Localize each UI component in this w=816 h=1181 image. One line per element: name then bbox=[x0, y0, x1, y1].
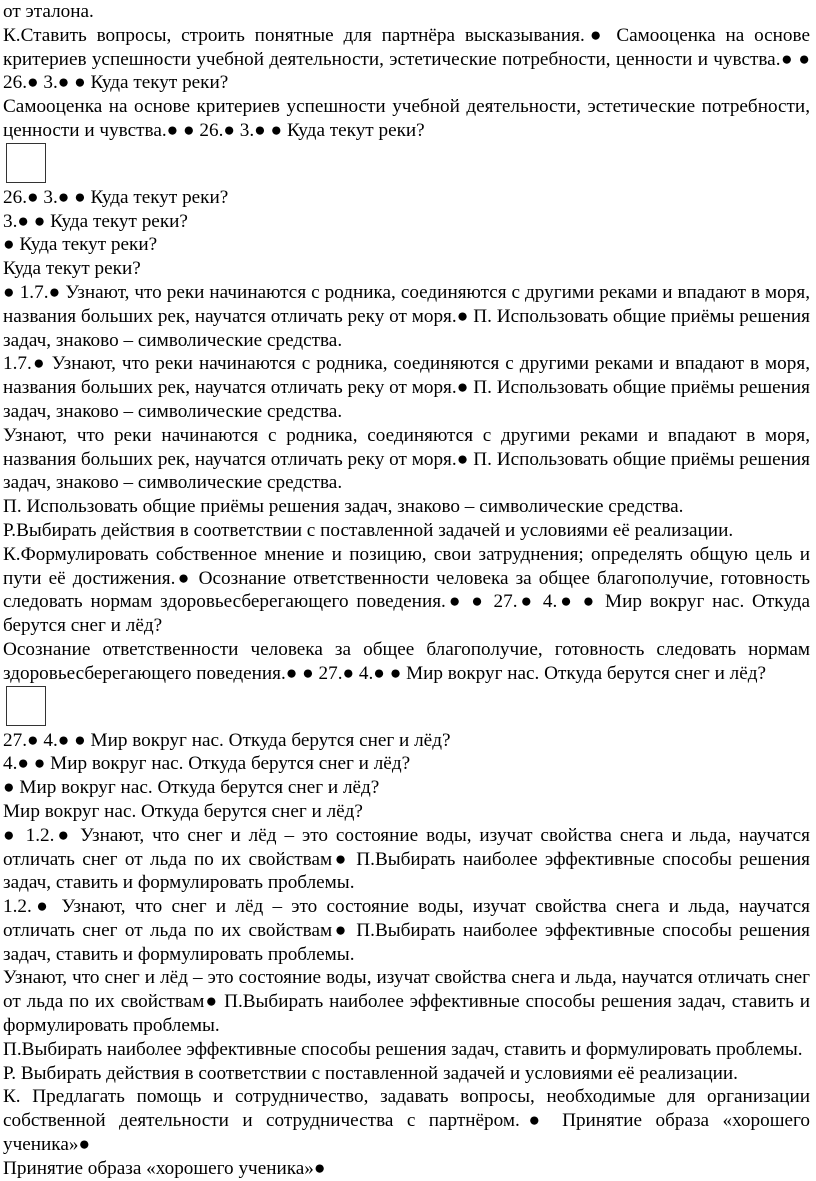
paragraph-11: Узнают, что реки начинаются с родника, соединяются с другими реками и впадают в моря, названия больших рек, научатся отличать реку от моря.● П. Использовать общие приёмы решения задач, знаково – символические средства. bbox=[3, 424, 810, 494]
paragraph-12: П. Использовать общие приёмы решения задач, знаково – символические средства. bbox=[3, 496, 684, 518]
paragraph-22: 1.2.● Узнают, что снег и лёд – это состояние воды, изучат свойства снега и льда, научатся отличать снег от льда по их свойствам● П.Выбирать наиболее эффективные способы решения задач, ставить и формулировать проблемы. bbox=[3, 896, 810, 965]
paragraph-14: К.Формулировать собственное мнение и позицию, свои затруднения; определять общую цель и пути её достижения.● Осознание ответственности человека за общее благополучие, готовность следовать нормам здоровьесберегающего поведения.● ● 27.● 4.● ● Мир вокруг нас. Откуда берутся снег и лёд? bbox=[3, 543, 810, 637]
paragraph-24: П.Выбирать наиболее эффективные способы решения задач, ставить и формулировать проблемы. bbox=[3, 1038, 803, 1060]
paragraph-20: Мир вокруг нас. Откуда берутся снег и лёд? bbox=[3, 800, 363, 822]
paragraph-8: Куда текут реки? bbox=[3, 258, 141, 280]
paragraph-17: 27.● 4.● ● Мир вокруг нас. Откуда берутся снег и лёд? bbox=[3, 729, 451, 751]
empty-image-box bbox=[6, 686, 46, 726]
paragraph-27: Принятие образа «хорошего ученика»● bbox=[3, 1157, 326, 1179]
paragraph-2: К.Ставить вопросы, строить понятные для партнёра высказывания.● Самооценка на основе критериев успешности учебной деятельности, эстетические потребности, ценности и чувства.● ● 26.● 3.● ● Куда текут реки? bbox=[3, 24, 810, 94]
paragraph-15: Осознание ответственности человека за общее благополучие, готовность следовать нормам здоровьесберегающего поведения.● ● 27.● 4.● ● Мир вокруг нас. Откуда берутся снег и лёд? bbox=[3, 638, 810, 684]
paragraph-3: Самооценка на основе критериев успешности учебной деятельности, эстетические потребности, ценности и чувства.● ● 26.● 3.● ● Куда текут реки? bbox=[3, 96, 810, 141]
paragraph-18: 4.● ● Мир вокруг нас. Откуда берутся снег и лёд? bbox=[3, 753, 411, 775]
paragraph-9: ● 1.7.● Узнают, что реки начинаются с родника, соединяются с другими реками и впадают в моря, названия больших рек, научатся отличать реку от моря.● П. Использовать общие приёмы решения задач, знаково – символические средства. bbox=[3, 281, 810, 351]
paragraph-10: 1.7.● Узнают, что реки начинаются с родника, соединяются с другими реками и впадают в моря, названия больших рек, научатся отличать реку от моря.● П. Использовать общие приёмы решения задач, знаково – символические средства. bbox=[3, 353, 810, 422]
paragraph-25: Р. Выбирать действия в соответствии с поставленной задачей и условиями её реализации. bbox=[3, 1062, 738, 1084]
paragraph-13: Р.Выбирать действия в соответствии с поставленной задачей и условиями её реализации. bbox=[3, 519, 734, 541]
paragraph-5: 26.● 3.● ● Куда текут реки? bbox=[3, 186, 229, 208]
paragraph-23: Узнают, что снег и лёд – это состояние воды, изучат свойства снега и льда, научатся отличать снег от льда по их свойствам● П.Выбирать наиболее эффективные способы решения задач, ставить и формулировать проблемы. bbox=[3, 967, 810, 1037]
paragraph-26: К. Предлагать помощь и сотрудничество, задавать вопросы, необходимые для организации собственной деятельности и сотрудничества с партнёром.● Принятие образа «хорошего ученика»● bbox=[3, 1086, 810, 1156]
paragraph-6: 3.● ● Куда текут реки? bbox=[3, 210, 188, 232]
paragraph-19: ● Мир вокруг нас. Откуда берутся снег и лёд? bbox=[3, 777, 380, 799]
paragraph-7: ● Куда текут реки? bbox=[3, 234, 158, 256]
empty-image-box bbox=[6, 143, 46, 183]
paragraph-1: от эталона. bbox=[3, 1, 94, 22]
paragraph-21: ● 1.2.● Узнают, что снег и лёд – это состояние воды, изучат свойства снега и льда, научатся отличать снег от льда по их свойствам● П.Выбирать наиболее эффективные способы решения задач, ставить и формулировать проблемы. bbox=[3, 824, 810, 894]
